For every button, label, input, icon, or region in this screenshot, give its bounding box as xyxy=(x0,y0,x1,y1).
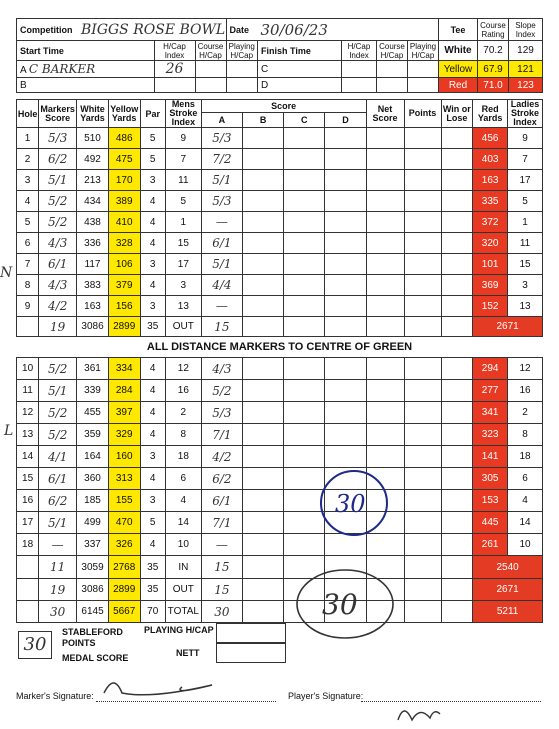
ladies-stroke-index: 10 xyxy=(508,534,543,556)
col-red: Red Yards xyxy=(473,100,508,128)
white-yards: 499 xyxy=(77,512,109,534)
par: 4 xyxy=(140,402,165,424)
col-white: White Yards xyxy=(77,100,109,128)
par: 5 xyxy=(140,512,165,534)
hcap-index-label-2: H/Cap Index xyxy=(342,41,377,61)
par: 4 xyxy=(140,358,165,380)
col-net: Net Score xyxy=(366,100,404,128)
col-points: Points xyxy=(404,100,441,128)
yellow-yards: 389 xyxy=(108,191,140,212)
col-winlose: Win or Lose xyxy=(441,100,473,128)
score-a: 7/1 xyxy=(201,424,242,446)
out-a: 15 xyxy=(201,317,242,337)
player-c-prefix: C xyxy=(258,61,342,78)
mens-stroke-index: 9 xyxy=(165,128,201,149)
yellow-yards: 486 xyxy=(108,128,140,149)
tee-white: White xyxy=(439,41,478,61)
margin-l: L xyxy=(4,423,14,439)
markers-score: 4/3 xyxy=(39,275,77,296)
white-yards: 359 xyxy=(77,424,109,446)
hole-number: 6 xyxy=(17,233,39,254)
markers-score: 5/1 xyxy=(39,512,77,534)
mens-stroke-index: 11 xyxy=(165,170,201,191)
markers-score: 4/2 xyxy=(39,296,77,317)
markers-score: 6/1 xyxy=(39,468,77,490)
hole-number: 8 xyxy=(17,275,39,296)
score-a: — xyxy=(201,534,242,556)
stableford-score: 30 xyxy=(23,634,47,655)
rating-red: 71.0 xyxy=(478,78,509,93)
stableford-label: STABLEFORD POINTS xyxy=(62,627,123,648)
in-a: 15 xyxy=(201,556,242,579)
date-label: Date xyxy=(226,19,258,41)
white-yards: 339 xyxy=(77,380,109,402)
yellow-yards: 329 xyxy=(108,424,140,446)
mens-stroke-index: 8 xyxy=(165,424,201,446)
hole-number: 7 xyxy=(17,254,39,275)
red-yards: 403 xyxy=(473,149,508,170)
out2-yellow: 2899 xyxy=(108,579,140,601)
col-c: C xyxy=(284,113,325,128)
rating-yellow: 67.9 xyxy=(478,61,509,78)
white-yards: 510 xyxy=(77,128,109,149)
mens-stroke-index: 12 xyxy=(165,358,201,380)
red-yards: 101 xyxy=(473,254,508,275)
score-a: 7/1 xyxy=(201,512,242,534)
white-yards: 383 xyxy=(77,275,109,296)
in-par: 35 xyxy=(140,556,165,579)
out-marker: 19 xyxy=(39,317,77,337)
mens-stroke-index: 1 xyxy=(165,212,201,233)
yellow-yards: 156 xyxy=(108,296,140,317)
in-red: 2540 xyxy=(473,556,543,579)
par: 4 xyxy=(140,534,165,556)
mens-stroke-index: 6 xyxy=(165,468,201,490)
markers-score: — xyxy=(39,534,77,556)
out2-a: 15 xyxy=(201,579,242,601)
score-a: 6/2 xyxy=(201,468,242,490)
out2-white: 3086 xyxy=(77,579,109,601)
markers-score: 5/2 xyxy=(39,424,77,446)
markers-score: 5/2 xyxy=(39,358,77,380)
par: 4 xyxy=(140,212,165,233)
yellow-yards: 470 xyxy=(108,512,140,534)
total-red: 5211 xyxy=(473,601,543,623)
ladies-stroke-index: 16 xyxy=(508,380,543,402)
markers-score: 5/2 xyxy=(39,402,77,424)
yellow-yards: 170 xyxy=(108,170,140,191)
white-yards: 434 xyxy=(77,191,109,212)
competition-value: BIGGS ROSE BOWL xyxy=(78,19,226,41)
markers-score: 5/3 xyxy=(39,128,77,149)
yellow-yards: 334 xyxy=(108,358,140,380)
playing-hcap-label-2: Playing H/Cap xyxy=(408,41,439,61)
markers-score: 5/1 xyxy=(39,380,77,402)
mens-stroke-index: 18 xyxy=(165,446,201,468)
markers-score: 6/2 xyxy=(39,490,77,512)
hole-number: 3 xyxy=(17,170,39,191)
finish-time-label: Finish Time xyxy=(258,41,342,61)
par: 5 xyxy=(140,128,165,149)
white-yards: 213 xyxy=(77,170,109,191)
par: 3 xyxy=(140,254,165,275)
player-d-prefix: D xyxy=(258,78,342,93)
yellow-yards: 313 xyxy=(108,468,140,490)
yellow-yards: 379 xyxy=(108,275,140,296)
markers-score: 4/3 xyxy=(39,233,77,254)
red-yards: 141 xyxy=(473,446,508,468)
par: 4 xyxy=(140,191,165,212)
score-a: 5/2 xyxy=(201,380,242,402)
slope-red: 123 xyxy=(509,78,543,93)
score-a: 4/2 xyxy=(201,446,242,468)
red-yards: 323 xyxy=(473,424,508,446)
tee-label: Tee xyxy=(439,19,478,41)
playing-hcap-footer-label: PLAYING H/CAP xyxy=(144,625,214,635)
ladies-stroke-index: 13 xyxy=(508,296,543,317)
hcap-index-label: H/Cap Index xyxy=(154,41,195,61)
white-yards: 336 xyxy=(77,233,109,254)
total-label: TOTAL xyxy=(165,601,201,623)
total-yellow: 5667 xyxy=(108,601,140,623)
red-yards: 445 xyxy=(473,512,508,534)
white-yards: 164 xyxy=(77,446,109,468)
banner: ALL DISTANCE MARKERS TO CENTRE OF GREEN xyxy=(146,341,413,353)
white-yards: 438 xyxy=(77,212,109,233)
par: 3 xyxy=(140,296,165,317)
total-marker: 30 xyxy=(39,601,77,623)
hole-number: 17 xyxy=(17,512,39,534)
score-a: — xyxy=(201,212,242,233)
yellow-yards: 284 xyxy=(108,380,140,402)
mens-stroke-index: 13 xyxy=(165,296,201,317)
player-a-name: C BARKER xyxy=(28,62,96,76)
hole-number: 13 xyxy=(17,424,39,446)
red-yards: 153 xyxy=(473,490,508,512)
score-a: 5/1 xyxy=(201,254,242,275)
yellow-yards: 475 xyxy=(108,149,140,170)
out-yellow: 2899 xyxy=(108,317,140,337)
out2-red: 2671 xyxy=(473,579,543,601)
red-yards: 372 xyxy=(473,212,508,233)
player-b-prefix: B xyxy=(17,78,155,93)
circled-total-2: 30 xyxy=(322,588,358,621)
white-yards: 361 xyxy=(77,358,109,380)
score-a: 5/3 xyxy=(201,128,242,149)
col-hole: Hole xyxy=(17,100,39,128)
hole-number: 18 xyxy=(17,534,39,556)
red-yards: 335 xyxy=(473,191,508,212)
date-value: 30/06/23 xyxy=(258,19,439,41)
out-white: 3086 xyxy=(77,317,109,337)
yellow-yards: 106 xyxy=(108,254,140,275)
mens-stroke-index: 15 xyxy=(165,233,201,254)
marker-signature-scribble xyxy=(104,683,212,695)
mens-stroke-index: 3 xyxy=(165,275,201,296)
tee-red: Red xyxy=(439,78,478,93)
markers-score: 5/2 xyxy=(39,212,77,233)
yellow-yards: 160 xyxy=(108,446,140,468)
white-yards: 492 xyxy=(77,149,109,170)
tee-yellow: Yellow xyxy=(439,61,478,78)
playing-hcap-label: Playing H/Cap xyxy=(226,41,258,61)
player-a-hcap: 26 xyxy=(154,61,195,78)
slope-yellow: 121 xyxy=(509,61,543,78)
red-yards: 456 xyxy=(473,128,508,149)
par: 4 xyxy=(140,468,165,490)
red-yards: 341 xyxy=(473,402,508,424)
ladies-stroke-index: 9 xyxy=(508,128,543,149)
hole-number: 10 xyxy=(17,358,39,380)
in-white: 3059 xyxy=(77,556,109,579)
markers-signature-label: Marker's Signature: xyxy=(16,691,94,701)
par: 4 xyxy=(140,380,165,402)
rating-white: 70.2 xyxy=(478,41,509,61)
ladies-stroke-index: 18 xyxy=(508,446,543,468)
ladies-stroke-index: 8 xyxy=(508,424,543,446)
out2-label: OUT xyxy=(165,579,201,601)
hole-number: 4 xyxy=(17,191,39,212)
col-score: Score xyxy=(201,100,366,113)
red-yards: 277 xyxy=(473,380,508,402)
red-yards: 320 xyxy=(473,233,508,254)
ladies-stroke-index: 14 xyxy=(508,512,543,534)
circled-total-1: 30 xyxy=(335,490,366,518)
hole-number: 16 xyxy=(17,490,39,512)
col-mens-si: Mens Stroke Index xyxy=(165,100,201,128)
hole-number: 5 xyxy=(17,212,39,233)
score-a: 6/1 xyxy=(201,490,242,512)
mens-stroke-index: 16 xyxy=(165,380,201,402)
white-yards: 185 xyxy=(77,490,109,512)
hole-number: 15 xyxy=(17,468,39,490)
score-a: 5/3 xyxy=(201,402,242,424)
col-a: A xyxy=(201,113,242,128)
white-yards: 117 xyxy=(77,254,109,275)
ladies-stroke-index: 12 xyxy=(508,358,543,380)
competition-label: Competition xyxy=(17,19,79,41)
in-label: IN xyxy=(165,556,201,579)
player-a-prefix: A xyxy=(20,65,27,76)
yellow-yards: 397 xyxy=(108,402,140,424)
white-yards: 163 xyxy=(77,296,109,317)
white-yards: 337 xyxy=(77,534,109,556)
col-par: Par xyxy=(140,100,165,128)
mens-stroke-index: 5 xyxy=(165,191,201,212)
nett-label: NETT xyxy=(176,648,200,658)
ladies-stroke-index: 4 xyxy=(508,490,543,512)
ladies-stroke-index: 1 xyxy=(508,212,543,233)
yellow-yards: 155 xyxy=(108,490,140,512)
score-a: — xyxy=(201,296,242,317)
hole-number: 14 xyxy=(17,446,39,468)
markers-score: 5/2 xyxy=(39,191,77,212)
total-par: 70 xyxy=(140,601,165,623)
markers-score: 5/1 xyxy=(39,170,77,191)
ladies-stroke-index: 7 xyxy=(508,149,543,170)
col-yellow: Yellow Yards xyxy=(108,100,140,128)
course-rating-label: Course Rating xyxy=(478,19,509,41)
score-a: 4/4 xyxy=(201,275,242,296)
hole-number: 9 xyxy=(17,296,39,317)
par: 4 xyxy=(140,233,165,254)
mens-stroke-index: 10 xyxy=(165,534,201,556)
white-yards: 455 xyxy=(77,402,109,424)
red-yards: 369 xyxy=(473,275,508,296)
ladies-stroke-index: 11 xyxy=(508,233,543,254)
out-red: 2671 xyxy=(473,317,543,337)
score-a: 5/1 xyxy=(201,170,242,191)
red-yards: 163 xyxy=(473,170,508,191)
col-d: D xyxy=(325,113,366,128)
yellow-yards: 328 xyxy=(108,233,140,254)
markers-score: 4/1 xyxy=(39,446,77,468)
players-signature-label: Player's Signature: xyxy=(288,691,364,701)
mens-stroke-index: 2 xyxy=(165,402,201,424)
score-a: 4/3 xyxy=(201,358,242,380)
mens-stroke-index: 7 xyxy=(165,149,201,170)
medal-label: MEDAL SCORE xyxy=(62,653,129,663)
ladies-stroke-index: 3 xyxy=(508,275,543,296)
col-markers: Markers Score xyxy=(39,100,77,128)
red-yards: 305 xyxy=(473,468,508,490)
hole-number: 2 xyxy=(17,149,39,170)
ladies-stroke-index: 5 xyxy=(508,191,543,212)
par: 3 xyxy=(140,170,165,191)
margin-n: N xyxy=(0,265,13,281)
score-a: 7/2 xyxy=(201,149,242,170)
mens-stroke-index: 17 xyxy=(165,254,201,275)
out2-marker: 19 xyxy=(39,579,77,601)
yellow-yards: 326 xyxy=(108,534,140,556)
hole-number: 1 xyxy=(17,128,39,149)
markers-score: 6/2 xyxy=(39,149,77,170)
par: 5 xyxy=(140,149,165,170)
ladies-stroke-index: 2 xyxy=(508,402,543,424)
red-yards: 152 xyxy=(473,296,508,317)
in-marker: 11 xyxy=(39,556,77,579)
in-yellow: 2768 xyxy=(108,556,140,579)
start-time-label: Start Time xyxy=(17,41,155,61)
hole-number: 12 xyxy=(17,402,39,424)
out-label: OUT xyxy=(165,317,201,337)
par: 4 xyxy=(140,424,165,446)
col-b: B xyxy=(242,113,283,128)
ladies-stroke-index: 6 xyxy=(508,468,543,490)
par: 4 xyxy=(140,275,165,296)
ladies-stroke-index: 17 xyxy=(508,170,543,191)
slope-white: 129 xyxy=(509,41,543,61)
par: 3 xyxy=(140,446,165,468)
white-yards: 360 xyxy=(77,468,109,490)
out2-par: 35 xyxy=(140,579,165,601)
course-hcap-label-2: Course H/Cap xyxy=(377,41,408,61)
par: 3 xyxy=(140,490,165,512)
hole-number: 11 xyxy=(17,380,39,402)
out-par: 35 xyxy=(140,317,165,337)
total-a: 30 xyxy=(201,601,242,623)
red-yards: 294 xyxy=(473,358,508,380)
markers-score: 6/1 xyxy=(39,254,77,275)
mens-stroke-index: 4 xyxy=(165,490,201,512)
player-signature-scribble xyxy=(398,711,440,720)
course-hcap-label: Course H/Cap xyxy=(195,41,226,61)
ladies-stroke-index: 15 xyxy=(508,254,543,275)
red-yards: 261 xyxy=(473,534,508,556)
col-ladies-si: Ladies Stroke Index xyxy=(508,100,543,128)
total-white: 6145 xyxy=(77,601,109,623)
yellow-yards: 410 xyxy=(108,212,140,233)
score-a: 6/1 xyxy=(201,233,242,254)
slope-index-label: Slope Index xyxy=(509,19,543,41)
score-a: 5/3 xyxy=(201,191,242,212)
mens-stroke-index: 14 xyxy=(165,512,201,534)
